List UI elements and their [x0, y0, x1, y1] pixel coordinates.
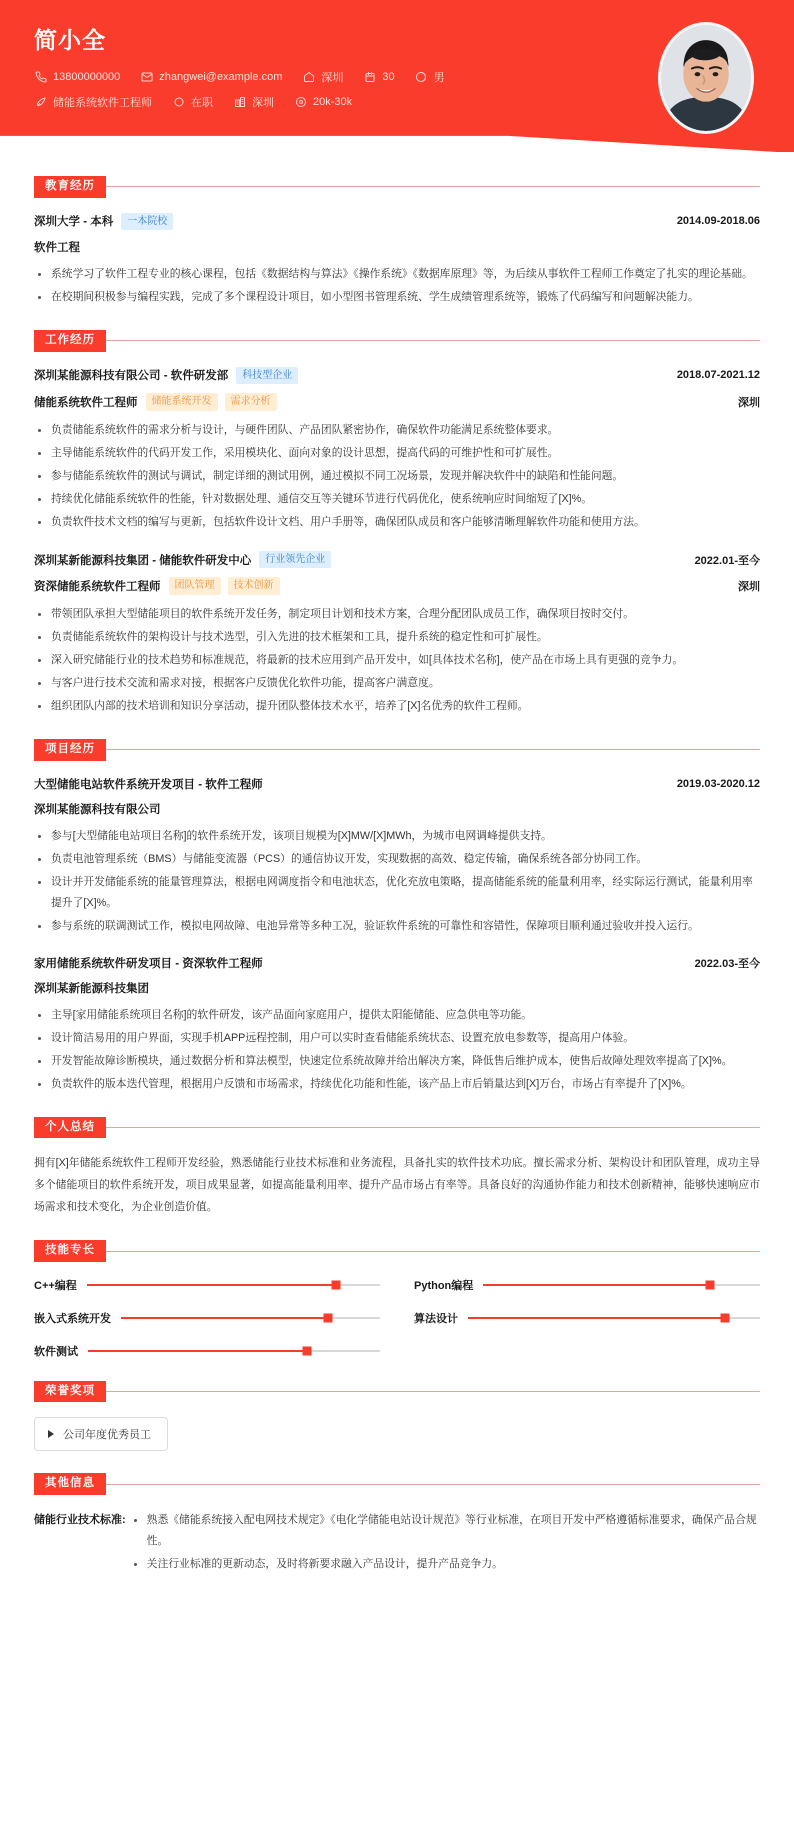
skills-grid-spacer [414, 1343, 760, 1359]
section-divider [106, 749, 760, 750]
major-name: 软件工程 [34, 242, 80, 254]
mail-icon [140, 71, 153, 84]
entry-heading-left [34, 776, 271, 792]
list-item: 负责软件技术文档的编写与更新，包括软件设计文档、用户手册等，确保团队成员和客户能够清晰理解软件功能和使用方法。 [36, 512, 760, 533]
skill-label: Python编程 [414, 1279, 474, 1292]
section-education [34, 176, 760, 308]
company-tag: 行业领先企业 [259, 551, 331, 569]
list-item: 负责电池管理系统（BMS）与储能变流器（PCS）的通信协议开发，实现数据的高效、稳定传输，确保系统各部分协同工作。 [36, 849, 760, 870]
job-title: 资深储能系统软件工程师 [34, 581, 161, 594]
skill-knob[interactable] [303, 1346, 312, 1355]
section-header [34, 1473, 760, 1495]
other-info-bullets [132, 1510, 760, 1575]
entry-heading-left [34, 955, 271, 971]
desired-city [233, 94, 274, 110]
section-divider [106, 1484, 760, 1485]
contact-gender-text: 男 [433, 72, 445, 84]
work-location: 深圳 [738, 581, 760, 594]
list-item: 系统学习了软件工程专业的核心课程，包括《数据结构与算法》《操作系统》《数据库原理》等，为后续从事软件工程师工作奠定了扎实的理论基础。 [36, 264, 760, 285]
list-item: 负责软件的版本迭代管理，根据用户反馈和市场需求，持续优化功能和性能，该产品上市后销量达到[X]万台，市场占有率提升了[X]%。 [36, 1074, 760, 1095]
role-tag: 团队管理 [169, 577, 221, 595]
desired-position [34, 94, 152, 110]
list-item: 主导[家用储能系统项目名称]的软件研发，该产品面向家庭用户，提供太阳能储能、应急供电等功能。 [36, 1005, 760, 1026]
list-item: 持续优化储能系统软件的性能，针对数据处理、通信交互等关键环节进行代码优化，使系统响应时间缩短了[X]%。 [36, 489, 760, 510]
company-name: 深圳某新能源科技集团 - 储能软件研发中心 [34, 554, 252, 567]
contact-row-secondary [34, 94, 764, 110]
list-item: 熟悉《储能系统接入配电网技术规定》《电化学储能电站设计规范》等行业标准，在项目开发中严格遵循标准要求，确保产品合规性。 [132, 1510, 760, 1552]
play-triangle-icon [48, 1430, 54, 1438]
contact-age [363, 71, 394, 84]
school-name: 深圳大学 - 本科 [34, 216, 114, 229]
section-divider [106, 186, 760, 187]
project-name: 大型储能电站软件系统开发项目 - 软件工程师 [34, 778, 263, 791]
work-location: 深圳 [738, 396, 760, 409]
skill-knob[interactable] [720, 1313, 729, 1322]
list-item: 关注行业标准的更新动态，及时将新要求融入产品设计，提升产品竞争力。 [132, 1554, 760, 1575]
desired-position-text: 储能系统软件工程师 [53, 97, 152, 109]
skill-fill [483, 1284, 710, 1286]
education-entry [34, 213, 760, 309]
section-header [34, 1240, 760, 1262]
other-info-value [130, 1510, 760, 1577]
list-item: 参与[大型储能电站项目名称]的软件系统开发，该项目规模为[X]MW/[X]MWh，为城市电网调峰提供支持。 [36, 826, 760, 847]
entry-role-row [34, 577, 760, 595]
work-entry [34, 367, 760, 533]
skill-row [34, 1343, 380, 1359]
job-title: 储能系统软件工程师 [34, 396, 138, 409]
skill-label: 嵌入式系统开发 [34, 1312, 111, 1325]
work-entry [34, 551, 760, 717]
section-title-work: 工作经历 [34, 330, 106, 352]
gender-icon [415, 71, 428, 84]
resume-body [0, 152, 794, 1607]
entry-heading-row [34, 367, 760, 385]
skill-slider[interactable] [87, 1284, 380, 1286]
other-info-key: 储能行业技术标准: [34, 1513, 126, 1526]
list-item: 参与储能系统软件的测试与调试，制定详细的测试用例，通过模拟不同工况场景，发现并解决软件中的缺陷和性能问题。 [36, 466, 760, 487]
list-item: 深入研究储能行业的技术趋势和标准规范，将最新的技术应用到产品开发中，如[具体技术名称]，使产品在市场上具有更强的竞争力。 [36, 650, 760, 671]
skill-label: C++编程 [34, 1279, 77, 1292]
work-bullets [36, 604, 760, 717]
list-item: 参与系统的联调测试工作，模拟电网故障、电池异常等多种工况，验证软件系统的可靠性和容错性，保障项目顺利通过验收并投入运行。 [36, 916, 760, 937]
entry-heading-left [34, 213, 180, 231]
section-title-summary: 个人总结 [34, 1117, 106, 1139]
section-summary [34, 1117, 760, 1218]
list-item: 负责储能系统软件的需求分析与设计，与硬件团队、产品团队紧密协作，确保软件功能满足系统整体要求。 [36, 420, 760, 441]
project-name: 家用储能系统软件研发项目 - 资深软件工程师 [34, 957, 263, 970]
section-header [34, 330, 760, 352]
skill-fill [88, 1350, 307, 1352]
section-header [34, 176, 760, 198]
skills-grid [34, 1277, 760, 1359]
section-title-honors: 荣誉奖项 [34, 1381, 106, 1403]
entry-role-left [34, 393, 284, 411]
project-bullets [36, 826, 760, 937]
skill-fill [468, 1317, 725, 1319]
rocket-icon [34, 96, 47, 109]
section-divider [106, 1391, 760, 1392]
section-divider [106, 1251, 760, 1252]
summary-text: 拥有[X]年储能系统软件工程师开发经验，熟悉储能行业技术标准和业务流程，具备扎实的软件技术功底。擅长需求分析、架构设计和团队管理，成功主导多个储能项目的软件系统开发，项目成果显著，如提高能量利用率、提升产品市场占有率等。具备良好的沟通协作能力和技术创新精神，能够快速响应市场需求和技术变化，为企业创造价值。 [34, 1157, 760, 1213]
skill-label: 算法设计 [414, 1312, 458, 1325]
section-title-education: 教育经历 [34, 176, 106, 198]
contact-hometown [302, 69, 343, 85]
entry-heading-left [34, 551, 338, 569]
avatar [658, 22, 754, 134]
skill-slider[interactable] [483, 1284, 760, 1286]
contact-phone [34, 71, 120, 84]
section-honors [34, 1381, 760, 1452]
contact-gender [415, 69, 445, 85]
entry-role-left [34, 577, 287, 595]
desired-city-text: 深圳 [252, 97, 274, 109]
entry-heading-row [34, 955, 760, 971]
skill-row [414, 1277, 760, 1293]
skill-label: 软件测试 [34, 1345, 78, 1358]
section-divider [106, 340, 760, 341]
skill-row [34, 1310, 380, 1326]
page-title: 简小全 [34, 27, 106, 53]
work-bullets [36, 420, 760, 533]
home-icon [302, 71, 315, 84]
entry-heading-row [34, 776, 760, 792]
salary-icon [294, 96, 307, 109]
section-header [34, 739, 760, 761]
project-company: 深圳某能源科技有限公司 [34, 803, 161, 816]
expected-salary-text: 20k-30k [313, 96, 353, 108]
role-tag: 储能系统开发 [146, 393, 218, 411]
entry-heading-row [34, 551, 760, 569]
project-company: 深圳某新能源科技集团 [34, 982, 149, 995]
list-item: 与客户进行技术交流和需求对接，根据客户反馈优化软件功能，提高客户满意度。 [36, 673, 760, 694]
contact-age-text: 30 [382, 71, 395, 83]
skill-knob[interactable] [324, 1313, 333, 1322]
skill-knob[interactable] [706, 1280, 715, 1289]
list-item: 设计简洁易用的用户界面，实现手机APP远程控制，用户可以实时查看储能系统状态、设置充放电参数等，提高用户体验。 [36, 1028, 760, 1049]
skill-row [34, 1277, 380, 1293]
header-slant-decoration [0, 127, 794, 152]
honor-chip[interactable] [34, 1417, 168, 1451]
section-header [34, 1381, 760, 1403]
contact-email [140, 71, 282, 84]
role-tag: 技术创新 [228, 577, 280, 595]
section-projects [34, 739, 760, 1095]
section-divider [106, 1127, 760, 1128]
list-item: 设计并开发储能系统的能量管理算法，根据电网调度指令和电池状态，优化充放电策略，提高储能系统的能量利用率，经实际运行测试，能量利用率提升了[X]%。 [36, 872, 760, 914]
role-tag: 需求分析 [225, 393, 277, 411]
skill-fill [121, 1317, 328, 1319]
section-title-projects: 项目经历 [34, 739, 106, 761]
entry-heading-left [34, 367, 305, 385]
other-info-row [34, 1510, 760, 1577]
company-name: 深圳某能源科技有限公司 - 软件研发部 [34, 370, 229, 383]
resume-header [0, 0, 794, 152]
phone-icon [34, 71, 47, 84]
list-item: 组织团队内部的技术培训和知识分享活动，提升团队整体技术水平，培养了[X]名优秀的软件工程师。 [36, 696, 760, 717]
section-skills [34, 1240, 760, 1359]
project-bullets [36, 1005, 760, 1095]
city-icon [233, 96, 246, 109]
list-item: 负责储能系统软件的架构设计与技术选型，引入先进的技术框架和工具，提升系统的稳定性和可扩展性。 [36, 627, 760, 648]
list-item: 主导储能系统软件的代码开发工作，采用模块化、面向对象的设计思想，提高代码的可维护性和可扩展性。 [36, 443, 760, 464]
project-entry [34, 776, 760, 937]
entry-role-row [34, 393, 760, 411]
work-status [172, 94, 213, 110]
calendar-icon [363, 71, 376, 84]
section-title-skills: 技能专长 [34, 1240, 106, 1262]
skill-slider[interactable] [121, 1317, 380, 1319]
contact-email-text: zhangwei@example.com [159, 71, 283, 83]
contact-row-primary [34, 69, 764, 85]
skill-slider[interactable] [468, 1317, 760, 1319]
skill-fill [87, 1284, 336, 1286]
section-title-other: 其他信息 [34, 1473, 106, 1495]
skill-slider[interactable] [88, 1350, 380, 1352]
section-header [34, 1117, 760, 1139]
list-item: 开发智能故障诊断模块，通过数据分析和算法模型，快速定位系统故障并给出解决方案，降低售后维护成本，使售后故障处理效率提高了[X]%。 [36, 1051, 760, 1072]
education-bullets [36, 264, 760, 308]
status-icon [172, 96, 185, 109]
work-date: 2018.07-2021.12 [676, 369, 760, 382]
list-item: 在校期间积极参与编程实践，完成了多个课程设计项目，如小型图书管理系统、学生成绩管理系统等，锻炼了代码编写和问题解决能力。 [36, 287, 760, 308]
work-status-text: 在职 [191, 97, 213, 109]
project-entry [34, 955, 760, 1095]
school-tag: 一本院校 [121, 213, 173, 231]
contact-hometown-text: 深圳 [321, 72, 344, 84]
company-tag: 科技型企业 [236, 367, 298, 385]
entry-heading-row [34, 213, 760, 231]
list-item: 带领团队承担大型储能项目的软件系统开发任务，制定项目计划和技术方案，合理分配团队成员工作，确保项目按时交付。 [36, 604, 760, 625]
section-work [34, 330, 760, 717]
project-date: 2022.03-至今 [694, 957, 760, 970]
skill-knob[interactable] [332, 1280, 341, 1289]
skill-row [414, 1310, 760, 1326]
work-date: 2022.01-至今 [694, 554, 760, 567]
expected-salary [294, 96, 352, 109]
contact-phone-text: 13800000000 [53, 71, 121, 83]
honor-label: 公司年度优秀员工 [63, 1429, 151, 1442]
project-date: 2019.03-2020.12 [676, 777, 760, 790]
section-other-info [34, 1473, 760, 1577]
education-date: 2014.09-2018.06 [676, 215, 760, 228]
